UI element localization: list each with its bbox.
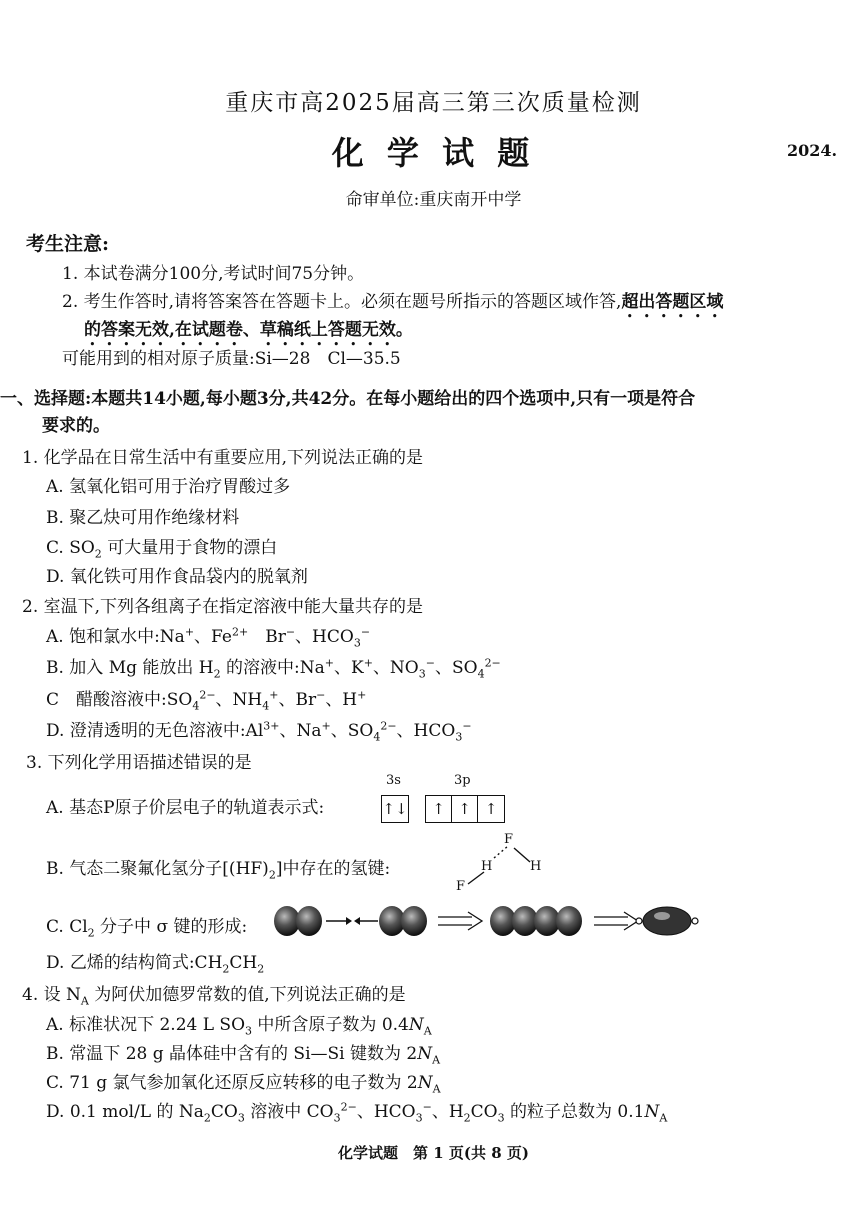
q1-option-a: A. 氢氧化铝可用于治疗胃酸过多 [46,477,291,497]
q4-stem: 4. 设 $N_A$ 为阿伏加德罗常数的值,下列说法正确的是 [22,985,406,1008]
section-heading-cont: 要求的。 [42,416,110,436]
q3-stem: 3. 下列化学用语描述错误的是 [26,753,252,773]
notice-item-2: 2. 考生作答时,请将答案答在答题卡上。必须在题号所指示的答题区域作答,超出答题区域 [62,292,724,312]
q2-stem: 2. 室温下,下列各组离子在指定溶液中能大量共存的是 [22,597,424,617]
orbital-3s-box [381,795,409,823]
orbital-3p-cell: ↑ [426,796,452,822]
subject-title: 化 学 试 题 [331,134,536,172]
approach-arrows [322,908,382,934]
label-3p: 3p [454,773,471,788]
q1-option-b: B. 聚乙炔可用作绝缘材料 [46,508,240,528]
page-footer: 化学试题 第 1 页(共 8 页) [338,1144,529,1162]
q1-option-d: D. 氧化铁可用作食品袋内的脱氧剂 [46,567,308,587]
hf-bond [514,848,530,862]
q2-option-d: D. 澄清透明的无色溶液中$:Al^{3+}$、Na+、$SO_4^{2-}$、$HCO_3^-$ [46,719,472,744]
orbital-3p-cell: ↑ [452,796,478,822]
q3-option-b: B. 气态二聚氟化氢分子$[(HF)_2]$中存在的氢键: [46,859,391,882]
overlap-lobe [556,906,582,936]
setter-unit: 命审单位:重庆南开中学 [345,190,522,210]
q4-option-d: D. 0.1 mol/L 的 $Na_2CO_3$ 溶液中 $CO_3^{2-}$、$HCO_3^-$、$H_2CO_3$ 的粒子总数为 $0.1N_A$ [46,1100,668,1125]
q2-option-a: A. 饱和氯水中:Na+、$Fe^{2+}$ Br−、$HCO_3^-$ [46,625,371,650]
label-3s: 3s [386,773,401,788]
orbital-3s-cell: ↑↓ [382,800,408,818]
atom-f-bottom: F [456,879,466,894]
exam-title: 重庆市高2025届高三第三次质量检测 [225,90,642,116]
atomic-mass: 可能用到的相对原子质量:Si—28 Cl—35.5 [62,349,401,369]
q3-option-d: D. 乙烯的结构简式$:CH_2CH_2$ [46,953,265,976]
q1-stem: 1. 化学品在日常生活中有重要应用,下列说法正确的是 [22,448,424,468]
q4-option-b: B. 常温下 28 g 晶体硅中含有的 Si—Si 键数为 $2N_A$ [46,1044,441,1067]
p-orbital-lobe [401,906,427,936]
q3-option-a: A. 基态P原子价层电子的轨道表示式: [46,798,325,818]
notice-item-1: 1. 本试卷满分100分,考试时间75分钟。 [62,264,365,284]
q2-option-b: B. 加入 Mg 能放出 $H_2$ 的溶液中:Na+、K+、$NO_3^-$、$SO_4^{2-}$ [46,656,501,681]
overlap-arrow [436,910,486,932]
sigma-bond-orbital [634,904,700,938]
hydrogen-bond [494,846,508,858]
orbital-3p-box [425,795,505,823]
atom-h-left: H [481,859,493,874]
q3-option-c: C. $Cl_2$ 分子中 σ 键的形成: [46,917,248,940]
notice-heading: 考生注意: [26,233,110,255]
notice-item-2-cont: 的答案无效,在试题卷、草稿纸上答题无效。 [84,320,413,340]
q4-option-c: C. 71 g 氯气参加氧化还原反应转移的电子数为 $2N_A$ [46,1073,441,1096]
atom-f-top: F [504,832,514,847]
q1-option-c: C. $SO_2$ 可大量用于食物的漂白 [46,538,278,561]
q4-option-a: A. 标准状况下 2.24 L $SO_3$ 中所含原子数为 $0.4N_A$ [46,1015,432,1038]
orbital-3p-cell: ↑ [484,800,498,818]
q2-option-c: C 醋酸溶液中$:SO_4^{2-}$、$NH_4^+$、Br−、H+ [46,688,367,713]
p-orbital-lobe [296,906,322,936]
exam-date: 2024. [787,141,838,160]
atom-h-right: H [530,859,542,874]
section-heading: 一、选择题:本题共14小题,每小题3分,共42分。在每小题给出的四个选项中,只有一项是符合 [0,389,696,409]
